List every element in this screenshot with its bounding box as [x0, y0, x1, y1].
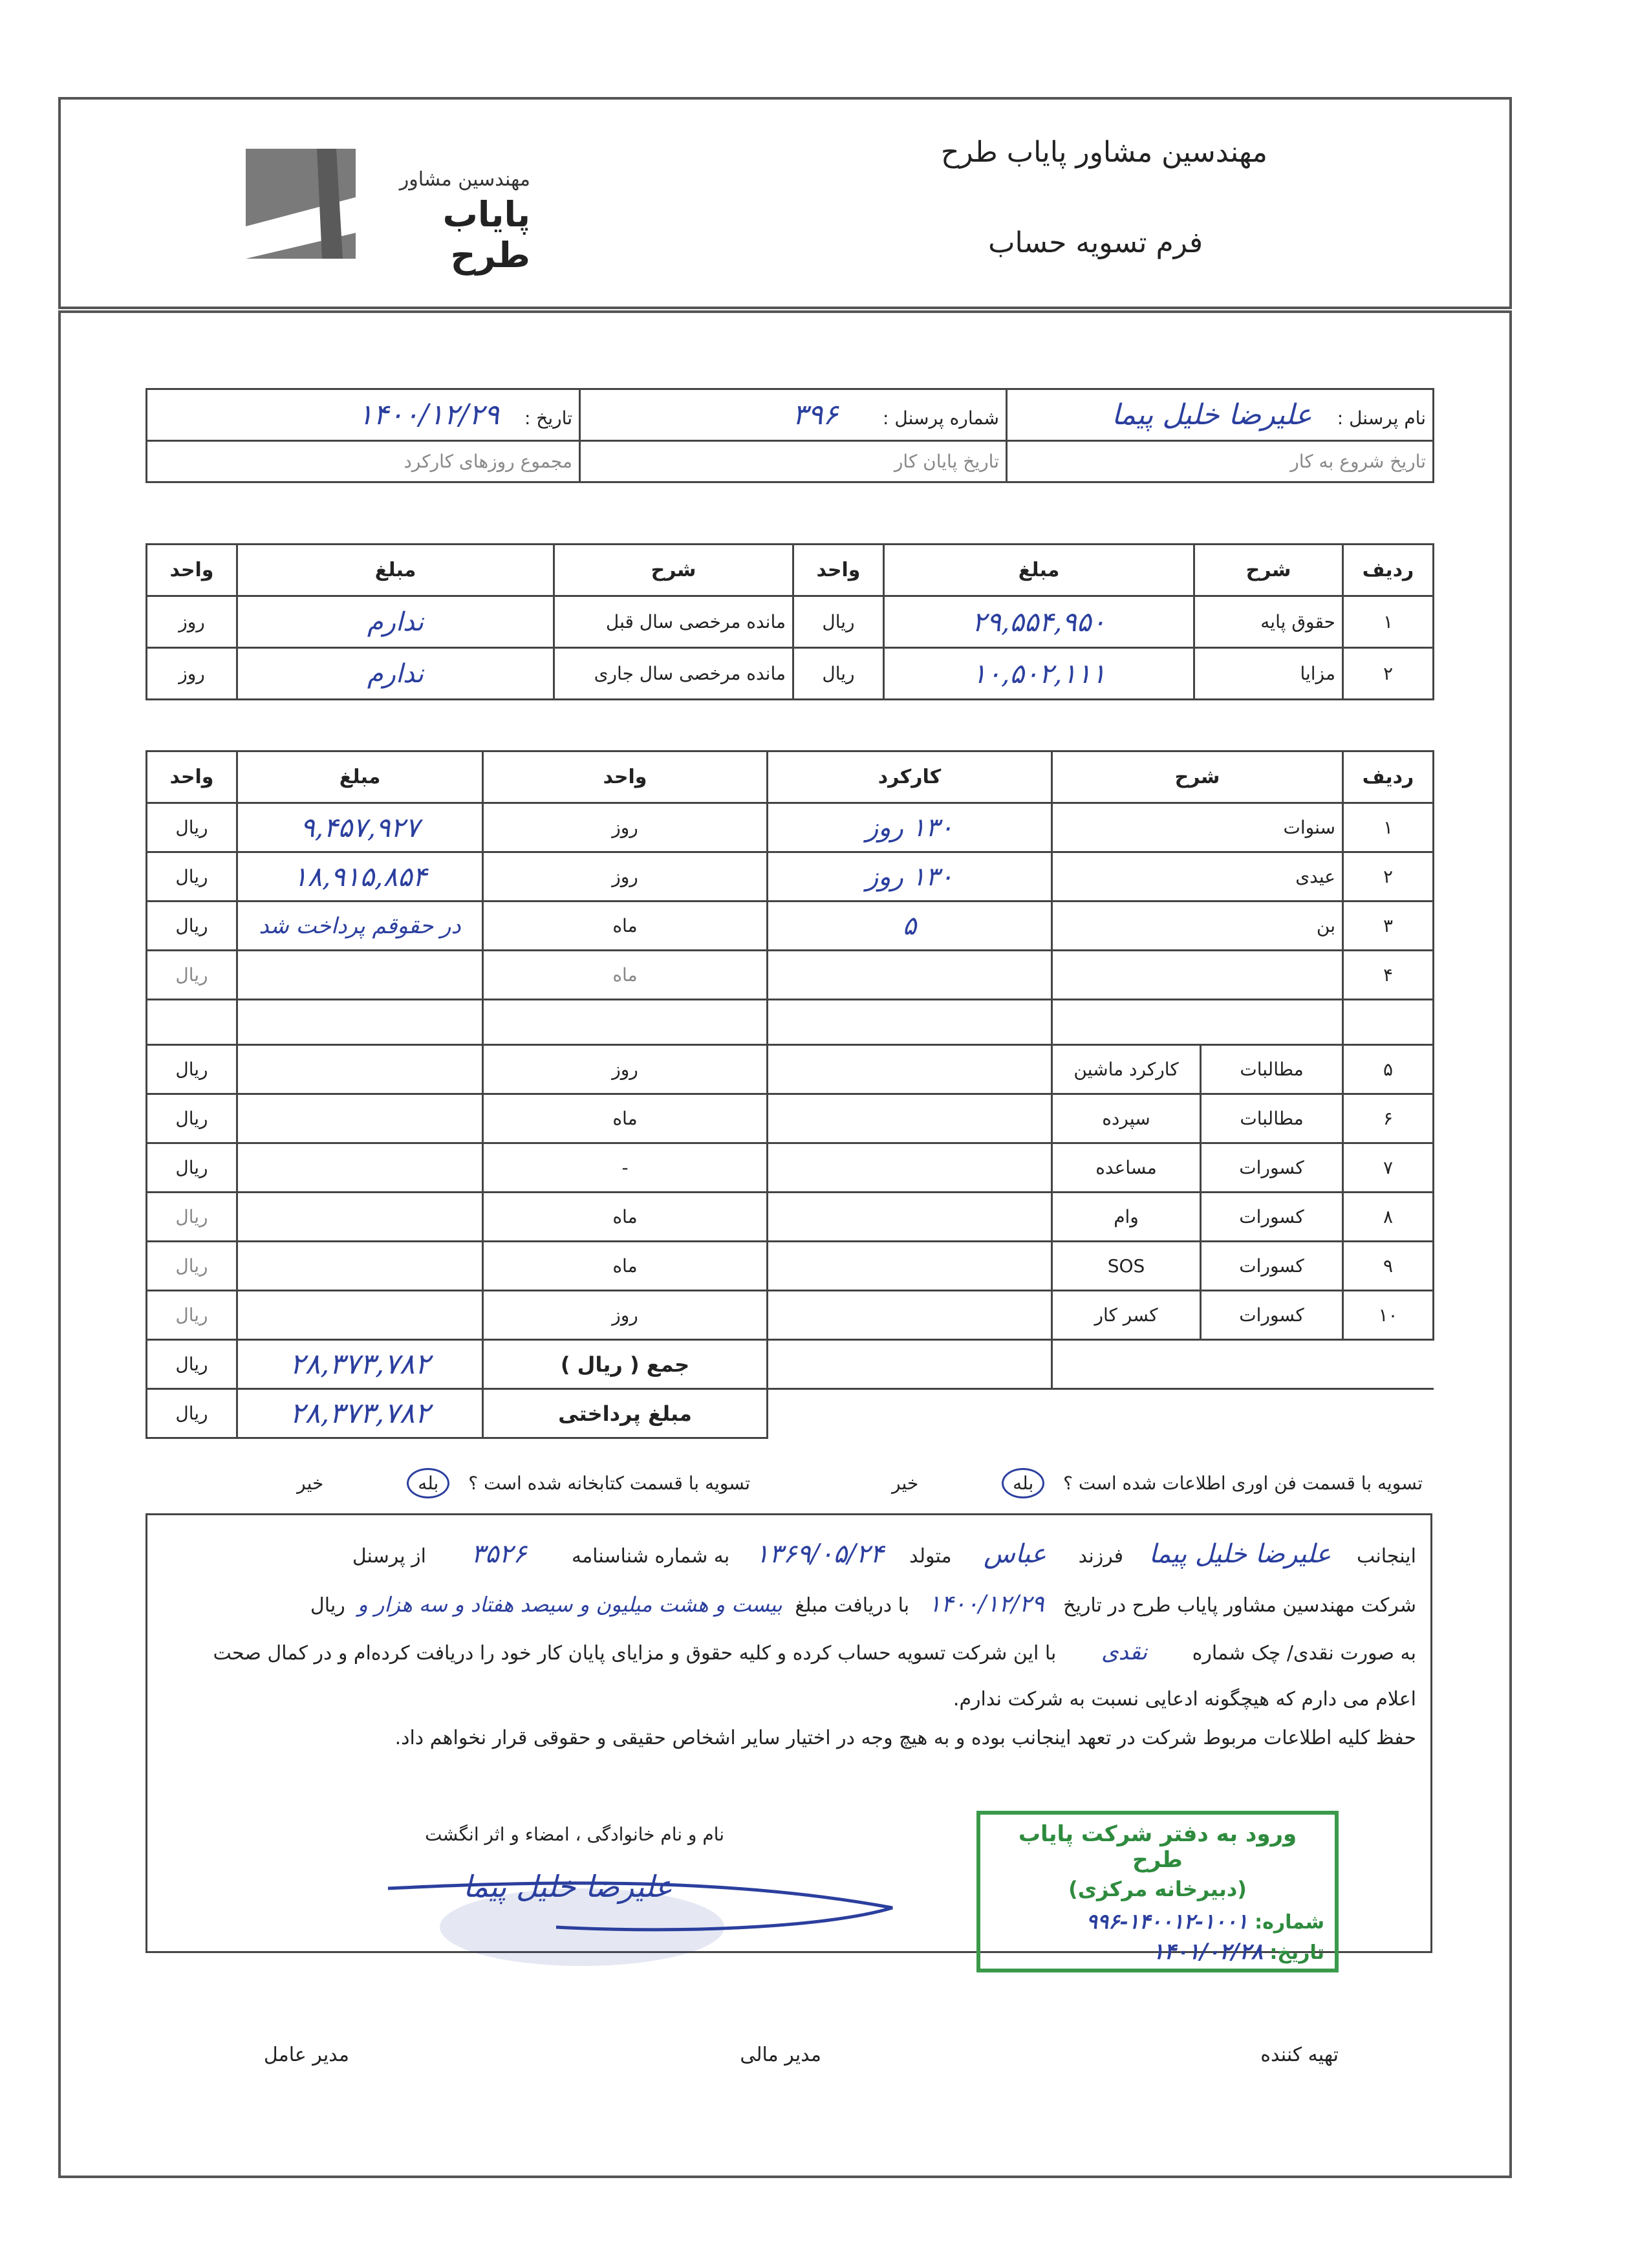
statement-prefix: اینجانب: [1356, 1545, 1416, 1568]
row-desc: حقوق پایه: [1194, 596, 1343, 648]
personnel-number-value: ۳۹۶: [792, 398, 839, 431]
line3-b: با این شرکت تسویه حساب کرده و کلیه حقوق و مزایای پایان کار خود را دریافت کرده‌ام و در کمال صحت: [213, 1642, 1057, 1665]
personnel-name-cell: [1007, 389, 1434, 441]
row-unit: روز: [483, 1045, 768, 1094]
personnel-info-table: [146, 388, 1434, 483]
paid-row: [147, 1389, 1434, 1438]
row-unit: ماه: [483, 1242, 768, 1291]
row-index: ۱۰: [1343, 1291, 1434, 1340]
logo-line1: مهندسین مشاور: [399, 168, 530, 191]
registry-stamp: [976, 1811, 1339, 1972]
row-index: ۶: [1343, 1094, 1434, 1143]
start-date-label: تاریخ شروع به کار: [1007, 441, 1434, 482]
row-desc: مزایا: [1194, 648, 1343, 700]
col-header: شرح: [1194, 545, 1343, 596]
row-unit: روز: [483, 852, 768, 902]
row-unit: ماه: [483, 1193, 768, 1242]
row-unit2: ریال: [147, 803, 237, 852]
row-unit2: ریال: [147, 1193, 237, 1242]
statement-line5: حفظ کلیه اطلاعات مربوط شرکت در تعهد اینجانب بوده و به هیچ وجه در اختیار سایر اشخاص حقیقی و حقوقی قرار نخواهم داد.: [394, 1727, 1416, 1749]
hw-birth: ۱۳۶۹/۰۵/۲۴: [755, 1539, 884, 1569]
personnel-number-label: شماره پرسنل :: [883, 407, 999, 429]
table-row-blank: [147, 1000, 1434, 1045]
row-work: ۱۳۰ روز: [768, 852, 1052, 902]
stamp-line2: (دبیرخانه مرکزی): [1068, 1877, 1247, 1901]
col-header: واحد: [147, 751, 237, 803]
row-unit2: ریال: [147, 902, 237, 951]
row-index: ۲: [1343, 648, 1434, 700]
stamp-date-value: ۱۴۰۱/۰۲/۲۸: [1152, 1939, 1263, 1965]
born-label: متولد: [909, 1545, 952, 1568]
row-work: ۱۳۰ روز: [768, 803, 1052, 852]
row-amount: ۱۰,۵۰۲,۱۱۱: [884, 648, 1194, 700]
row-index: ۱: [1343, 803, 1434, 852]
row-unit: ماه: [483, 1094, 768, 1143]
row-unit: ماه: [483, 902, 768, 951]
hw-name: علیرضا خلیل پیما: [1148, 1539, 1331, 1569]
date-cell: [147, 389, 580, 441]
row-work: [768, 951, 1052, 1000]
col-header: کارکرد: [768, 751, 1052, 803]
stamp-number-value: ۱۰۰۱-۱۴۰۰۱۲-۹۹۶: [1086, 1909, 1248, 1934]
row-index: ۹: [1343, 1242, 1434, 1291]
row-unit: -: [483, 1143, 768, 1193]
row-category: کسورات: [1201, 1143, 1343, 1193]
stamp-number-label: شماره:: [1255, 1911, 1324, 1934]
hw-amount: بیست و هشت میلیون و سیصد هفتاد و سه هزار و: [358, 1592, 782, 1617]
row-unit2: ریال: [147, 951, 237, 1000]
signature-label: نام و نام خانوادگی ، امضاء و اثر انگشت: [425, 1824, 724, 1845]
paid-unit: ریال: [147, 1389, 237, 1438]
footer-finance: مدیر مالی: [740, 2044, 821, 2066]
row-index: ۵: [1343, 1045, 1434, 1094]
row-index: ۸: [1343, 1193, 1434, 1242]
logo-mark-icon: [246, 149, 356, 259]
col-header: مبلغ: [237, 751, 483, 803]
row-category: مطالبات: [1201, 1094, 1343, 1143]
it-yes-option[interactable]: بله: [1002, 1468, 1044, 1498]
it-settlement: [744, 1468, 1423, 1498]
date-value: ۱۴۰۰/۱۲/۲۹: [358, 398, 500, 431]
signature-hw: علیرضا خلیل پیما: [463, 1869, 673, 1904]
paid-label: مبلغ پرداختی: [483, 1389, 768, 1438]
col-header: ردیف: [1343, 751, 1434, 803]
col-header: واحد: [147, 545, 237, 596]
table-row: [147, 852, 1434, 902]
line3-a: به صورت نقدی/ چک شماره: [1192, 1642, 1416, 1665]
stamp-date-label: تاریخ:: [1269, 1941, 1324, 1964]
sum-unit: ریال: [147, 1340, 237, 1389]
row-desc: بن: [1052, 902, 1343, 951]
row-desc2: مانده مرخصی سال جاری: [554, 648, 793, 700]
row-index: ۷: [1343, 1143, 1434, 1193]
row-unit2: ریال: [147, 852, 237, 902]
row-unit: ریال: [793, 648, 884, 700]
settlement-table: [146, 750, 1434, 1439]
row-unit2: ریال: [147, 1242, 237, 1291]
library-yes-option[interactable]: بله: [407, 1468, 449, 1498]
row-desc: SOS: [1052, 1242, 1201, 1291]
row-desc: سپرده: [1052, 1094, 1201, 1143]
line2-a: شرکت مهندسین مشاور پایاب طرح در تاریخ: [1063, 1594, 1416, 1617]
row-unit: روز: [483, 803, 768, 852]
row-amount: در حقوقم پرداخت شد: [237, 902, 483, 951]
table-row: [147, 1094, 1434, 1143]
form-title: فرم تسویه حساب: [988, 226, 1203, 259]
it-no-option[interactable]: خیر: [892, 1473, 919, 1494]
table-row: [147, 1045, 1434, 1094]
hw-date: ۱۴۰۰/۱۲/۲۹: [928, 1591, 1044, 1617]
table-row: [147, 1193, 1434, 1242]
hw-father: عباس: [984, 1539, 1047, 1569]
row-desc: مساعده: [1052, 1143, 1201, 1193]
statement-line4: اعلام می دارم که هیچگونه ادعایی نسبت به شرکت ندارم.: [953, 1688, 1416, 1711]
statement-line1: [162, 1539, 1416, 1569]
row-desc: وام: [1052, 1193, 1201, 1242]
row-desc2: مانده مرخصی سال قبل: [554, 596, 793, 648]
line2-c: ریال: [310, 1594, 345, 1617]
row-amount: [237, 951, 483, 1000]
paid-value: ۲۸,۳۷۳,۷۸۲: [237, 1389, 483, 1438]
library-no-option[interactable]: خیر: [297, 1473, 324, 1494]
row-desc: عیدی: [1052, 852, 1343, 902]
row-unit: روز: [483, 1291, 768, 1340]
personnel-label: از پرسنل: [352, 1545, 426, 1568]
logo-line2: پایاب طرح: [442, 194, 530, 275]
footer-preparer: تهیه کننده: [1260, 2044, 1339, 2066]
row-unit2: روز: [147, 596, 237, 648]
col-header: واحد: [793, 545, 884, 596]
sum-row: [147, 1340, 1434, 1389]
row-category: کسورات: [1201, 1291, 1343, 1340]
sum-value: ۲۸,۳۷۳,۷۸۲: [237, 1340, 483, 1389]
row-amount: ۱۸,۹۱۵,۸۵۴: [237, 852, 483, 902]
stamp-line1: ورود به دفتر شرکت پایاب طرح: [1018, 1821, 1297, 1873]
row-amount: ۹,۴۵۷,۹۲۷: [237, 803, 483, 852]
personnel-name-value: علیرضا خلیل پیما: [1111, 398, 1312, 431]
row-desc: [1052, 951, 1343, 1000]
hw-cash: نقدی: [1101, 1639, 1148, 1665]
row-index: ۱: [1343, 596, 1434, 648]
table-row: [147, 596, 1434, 648]
row-unit2: روز: [147, 648, 237, 700]
col-header: شرح: [554, 545, 793, 596]
row-index: ۴: [1343, 951, 1434, 1000]
statement-line2: [162, 1591, 1416, 1617]
row-desc: کسر کار: [1052, 1291, 1201, 1340]
row-unit: ماه: [483, 951, 768, 1000]
library-question: تسویه با قسمت کتابخانه شده است ؟: [468, 1473, 750, 1494]
table-row: [147, 803, 1434, 852]
id-label: به شماره شناسنامه: [572, 1545, 730, 1568]
row-work: ۵: [768, 902, 1052, 951]
child-of-label: فرزند: [1078, 1545, 1124, 1568]
col-header: واحد: [483, 751, 768, 803]
col-header: مبلغ: [884, 545, 1194, 596]
date-label: تاریخ :: [524, 407, 572, 429]
salary-table: [146, 543, 1434, 700]
row-unit: ریال: [793, 596, 884, 648]
table-row: [147, 951, 1434, 1000]
table-row: [147, 1242, 1434, 1291]
sum-label: جمع ( ریال ): [483, 1340, 768, 1389]
row-unit2: ریال: [147, 1094, 237, 1143]
table-row: [147, 648, 1434, 700]
hw-id: ۳۵۲۶: [471, 1539, 527, 1569]
row-category: کسورات: [1201, 1242, 1343, 1291]
row-category: مطالبات: [1201, 1045, 1343, 1094]
footer-ceo: مدیر عامل: [263, 2044, 349, 2066]
col-header: شرح: [1052, 751, 1343, 803]
col-header: ردیف: [1343, 545, 1434, 596]
row-desc: کارکرد ماشین: [1052, 1045, 1201, 1094]
library-settlement: [194, 1468, 750, 1498]
personnel-number-cell: [580, 389, 1007, 441]
table-row: [147, 902, 1434, 951]
row-desc: سنوات: [1052, 803, 1343, 852]
row-index: ۳: [1343, 902, 1434, 951]
row-category: کسورات: [1201, 1193, 1343, 1242]
table-row: [147, 1291, 1434, 1340]
row-amount2: ندارم: [237, 648, 554, 700]
company-title: مهندسین مشاور پایاب طرح: [941, 136, 1267, 169]
line2-b: با دریافت مبلغ: [795, 1594, 910, 1617]
it-question: تسویه با قسمت فن اوری اطلاعات شده است ؟: [1063, 1473, 1423, 1494]
total-days-label: مجموع روزهای کارکرد: [147, 441, 580, 482]
end-date-label: تاریخ پایان کار: [580, 441, 1007, 482]
row-amount: ۲۹,۵۵۴,۹۵۰: [884, 596, 1194, 648]
personnel-name-label: نام پرسنل :: [1337, 407, 1426, 429]
row-amount2: ندارم: [237, 596, 554, 648]
company-logo: [246, 149, 556, 275]
table-row: [147, 1143, 1434, 1193]
col-header: مبلغ: [237, 545, 554, 596]
row-unit2: ریال: [147, 1143, 237, 1193]
statement-line3: [162, 1639, 1416, 1665]
row-unit2: ریال: [147, 1045, 237, 1094]
row-unit2: ریال: [147, 1291, 237, 1340]
row-index: ۲: [1343, 852, 1434, 902]
